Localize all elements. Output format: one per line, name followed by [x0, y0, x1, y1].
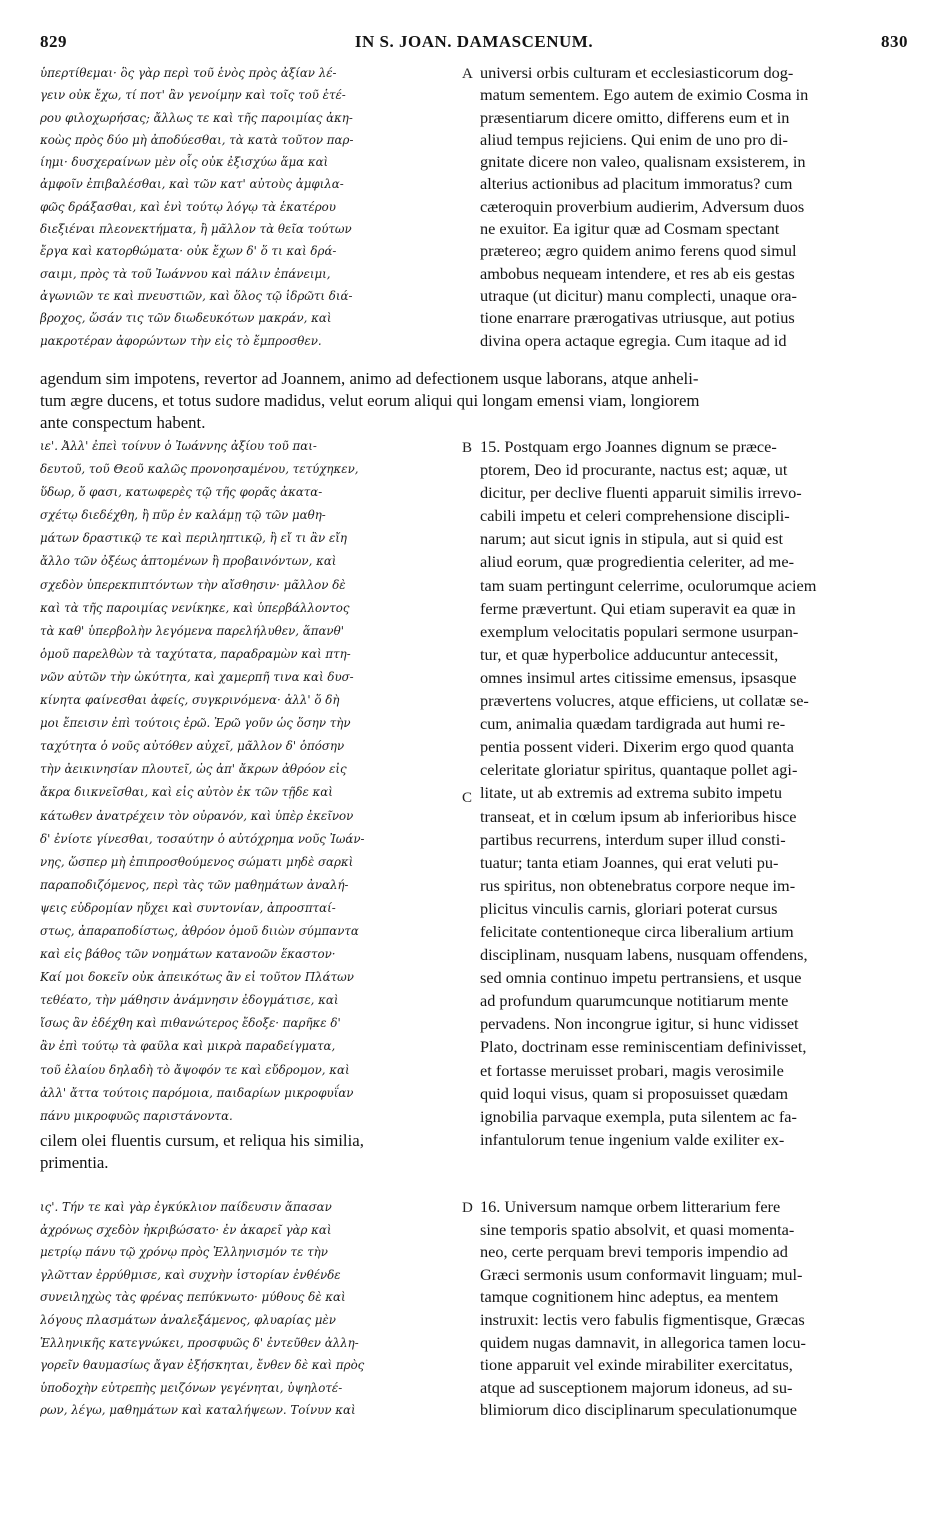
greek-text-line: κοὼς πρὸς δύο μὴ ἀποδύεσθαι, τὰ κατὰ τοῦτον παρ- — [40, 132, 354, 147]
latin-text-line: prætereo; ægro quidem animo ferens quod simul — [480, 241, 797, 261]
latin-text-line: quid loqui visus, quam si proposuisset quædam — [480, 1083, 788, 1103]
greek-text-line: Καί μοι δοκεῖν οὐκ ἀπεικότως ἂν εἰ τοῦτον Πλάτων — [40, 970, 354, 985]
greek-text-line: ὕδωρ, ὅ φασι, κατωφερὲς τῷ τῆς φορᾶς ἀκατα- — [40, 485, 323, 500]
greek-text-line: καὶ εἰς βάθος τῶν νοημάτων κατανοῶν ἕκαστον· — [40, 947, 336, 962]
latin-text-line: narum; aut sicut ignis in stipula, aut si quid est — [480, 529, 783, 549]
latin-text-line: Plato, doctrinam esse reminiscentiam definivisset, — [480, 1037, 807, 1057]
latin-text-line: partibus recurrens, interdum super illud consti- — [480, 829, 786, 849]
greek-text-line: βροχος, ὥσάν τις τῶν διωδευκότων μακράν, καὶ — [40, 311, 332, 326]
latin-text-line: blimiorum dico disciplinarum speculationumque — [480, 1400, 797, 1420]
greek-text-line: μοι ἔπεισιν ἐπὶ τούτοις ἐρῶ. Ἐρῶ γοῦν ὡς ὅσην τὴν — [40, 716, 351, 731]
greek-text-line: τὴν ἀεικινησίαν πλουτεῖ, ὡς ἀπ' ἄκρων ἀθρόον εἰς — [40, 762, 347, 777]
latin-text-line: sine temporis spatio absolvit, et quasi momenta- — [480, 1219, 795, 1239]
latin-text-line: ferme prævertunt. Qui etiam superavit ea quæ in — [480, 598, 796, 618]
latin-text-line: rus spiritus, non obtenebratus corpore neque im- — [480, 875, 796, 895]
greek-text-line: κίνητα φαίνεσθαι ἀφείς, συγκρινόμενα· ἀλλ' ὅ δὴ — [40, 693, 340, 708]
latin-text-line: matum sementem. Ego autem de eximio Cosma in — [480, 85, 809, 105]
latin-text-line: 15. Postquam ergo Joannes dignum se præce- — [480, 437, 777, 456]
page-number-right: 830 — [881, 32, 908, 51]
latin-text-line: disciplinam, nusquam labens, nusquam offendens, — [480, 945, 808, 965]
greek-text-line: μακροτέραν ἀφορώντων τὴν εἰς τὸ ἔμπροσθεν. — [40, 333, 322, 348]
greek-text-line: ρων, λέγω, μαθημάτων καὶ καταλήψεων. Τοίνυν καὶ — [40, 1403, 356, 1418]
latin-text-line: agendum sim impotens, revertor ad Joannem, animo ad defectionem usque laborans, atque anheli- — [40, 369, 699, 388]
latin-text-line: divina opera actaque egregia. Cum itaque ad id — [480, 330, 787, 350]
latin-text-line: tione enarrare prærogativas utriusque, aut potius — [480, 308, 795, 328]
page-number-left: 829 — [40, 32, 67, 51]
greek-text-line: τὰ καθ' ὑπερβολὴν λεγόμενα παρελήλυθεν, ἅπανθ' — [40, 623, 344, 638]
greek-text-line: Ἑλληνικῆς κατεγνώκει, προσφυῶς δ' ἐντεῦθεν ἀλλη- — [40, 1335, 359, 1350]
greek-column — [40, 435, 460, 1128]
margin-marker-d: D — [462, 1200, 473, 1216]
section-3-columns — [40, 1196, 908, 1446]
greek-text-line: πάνυ μικροφυῶς παριστάνοντα. — [40, 1108, 233, 1123]
greek-text-line: τεθέατο, τὴν μάθησιν ἀνάμνησιν ἐδογμάτισε, καὶ — [40, 993, 339, 1008]
margin-marker-c: C — [462, 790, 473, 806]
greek-text-line: τοῦ ἐλαίου δηλαδὴ τὸ ἄψοφόν τε καὶ εὔδρομον, καὶ — [40, 1062, 350, 1077]
greek-text-line: συνειληχὼς τὰς φρένας πεπύκνωτο· μύθους δὲ καὶ — [40, 1290, 346, 1305]
greek-text-line: γορεῖν θαυμασίως ἄγαν ἐξήσκηται, ἔνθεν δὲ καὶ πρὸς — [40, 1358, 365, 1373]
margin-marker-a: A — [462, 66, 473, 82]
latin-text-line: tur, et quæ hyperbolice adducuntur antecessit, — [480, 644, 779, 664]
latin-text-line: tione apparuit vel exinde mirabiliter exercitatus, — [480, 1355, 793, 1375]
greek-column — [40, 1196, 460, 1422]
latin-text-line: sed omnia continuo impetu pertransiens, et usque — [480, 968, 802, 988]
greek-text-line: ὑποδοχὴν εὐτρεπὴς μειζόνων γεγένηται, ὑψηλοτέ- — [40, 1380, 343, 1395]
latin-text-line: Græci sermonis usum conformavit linguam; mul- — [480, 1264, 803, 1284]
running-title: IN S. JOAN. DAMASCENUM. — [354, 32, 594, 51]
latin-text-line: gnitate dicere non valeo, qualisnam exsisterem, in — [480, 152, 806, 172]
greek-text-line: ἂν ἐπὶ τούτῳ τὰ φαῦλα καὶ μικρὰ παραδείγματα, — [40, 1039, 336, 1054]
latin-column — [480, 62, 908, 352]
greek-text-line: διεξιέναι πλεονεκτήματα, ἢ μᾶλλον τὰ θεῖα τούτων — [40, 222, 352, 237]
latin-text-line: dicitur, per declive fluenti apparuit similis irrevo- — [480, 483, 802, 503]
greek-text-line: ἄκρα διικνεῖσθαι, καὶ εἰς αὐτὸν ἐκ τῶν τῇδε καὶ — [40, 785, 333, 800]
greek-column — [40, 62, 460, 352]
greek-text-line: ἴσως ἂν ἐδέχθη καὶ πιθανώτερος ἔδοξε· παρῆκε δ' — [40, 1016, 341, 1031]
greek-text-line: ίημι· δυσχεραίνων μὲν οἷς οὐκ ἐξισχύω ἅμα καὶ — [40, 155, 329, 170]
latin-text-line: ambobus nequeam intendere, et res ab eis gestas — [480, 263, 795, 283]
latin-text-line: infantulorum tenue ingenium valde exiliter ex- — [480, 1129, 785, 1149]
latin-text-line: universi orbis culturam et ecclesiasticorum dog- — [480, 63, 794, 82]
latin-text-line: cabili impetu et celeri comprehensione discipli- — [480, 506, 790, 526]
section-2-full-width — [40, 1130, 470, 1174]
latin-text-line: cum, animalia quædam tardigrada aut humi re- — [480, 714, 786, 734]
latin-text-line: ignobilia parvaque exempla, puta silentem ac fa- — [480, 1106, 797, 1126]
greek-text-line: σαιμι, πρὸς τὰ τοῦ Ἰωάννου καὶ πάλιν ἐπάνειμι, — [40, 266, 331, 281]
latin-text-line: felicitate contentioneque circa liberalium artium — [480, 921, 794, 941]
latin-text-line: aliud eorum, quæ progredientia celeriter, ad me- — [480, 552, 794, 572]
latin-text-line: primentia. — [40, 1153, 109, 1172]
greek-text-line: μάτων δραστικῷ τε καὶ περιληπτικῷ, ἢ εἴ τι ἂν εἴη — [40, 531, 347, 546]
latin-text-line: tuatur; tanta etiam Joannes, qui erat veluti pu- — [480, 852, 779, 872]
section-1-columns — [40, 62, 908, 392]
latin-text-line: tam suam pertingunt celerrime, oculorumque aciem — [480, 575, 817, 595]
latin-text-line: cilem olei fluentis cursum, et reliqua his similia, — [40, 1131, 364, 1150]
greek-text-line: κάτωθεν ἀνατρέχειν τὸν οὐρανόν, καὶ ὑπὲρ ἐκεῖνον — [40, 808, 354, 823]
greek-text-line: δευτοῦ, τοῦ Θεοῦ καλῶς προνοησαμένου, τετύχηκεν, — [40, 462, 359, 477]
running-header — [40, 32, 908, 56]
greek-text-line: ὁμοῦ παρελθὼν τὰ ταχύτατα, παραδραμὼν καὶ πτη- — [40, 646, 351, 661]
greek-text-line: ιε'. Ἀλλ' ἐπεὶ τοίνυν ὁ Ἰωάννης ἀξίου τοῦ παι- — [40, 439, 317, 453]
greek-text-line: δ' ἐνίοτε γίνεσθαι, τοσαύτην ὁ αὐτόχρημα νοῦς Ἰωάν- — [40, 831, 365, 846]
latin-text-line: neo, certe perquam brevi temporis impendio ad — [480, 1242, 788, 1262]
greek-text-line: νῶν αὐτῶν τὴν ὠκύτητα, καὶ χαμερπῆ τινα καὶ δυσ- — [40, 669, 354, 684]
latin-text-line: pentia possent videri. Dixerim ergo quod quanta — [480, 737, 794, 757]
margin-marker-b: B — [462, 440, 473, 456]
greek-text-line: γειν οὐκ ἔχω, τί ποτ' ἂν γενοίμην καὶ τοῖς τοῦ ἑτέ- — [40, 88, 346, 103]
latin-text-line: pervadens. Non incongrue igitur, si hunc vidisset — [480, 1014, 799, 1034]
latin-text-line: tum ægre ducens, et totus sudore madidus, velut eorum aliqui qui longam emensi viam, longiorem — [40, 391, 700, 410]
greek-text-line: ρου φιλοχωρήσας; ἄλλως τε καὶ τῆς παροιμίας ἀκη- — [40, 110, 353, 125]
latin-text-line: plicitus vinculis carnis, gloriari poterat cursus — [480, 898, 778, 918]
latin-text-line: ad profundum quarumcunque notitiarum mente — [480, 991, 789, 1011]
greek-text-line: ὑπερτίθεμαι· ὃς γὰρ περὶ τοῦ ἑνὸς πρὸς ἀξίαν λέ- — [40, 66, 337, 80]
greek-text-line: σχέτῳ διεδέχθη, ἢ πῦρ ἐν καλάμῃ τῷ τῶν μαθη- — [40, 508, 326, 523]
greek-text-line: σχεδὸν ὑπερεκπιπτόντων τὴν αἴσθησιν· μᾶλλον δὲ — [40, 577, 346, 592]
section-1-full-width — [40, 368, 912, 434]
greek-text-line: ις'. Τήν τε καὶ γὰρ ἐγκύκλιον παίδευσιν ἅπασαν — [40, 1200, 332, 1214]
latin-text-line: transeat, et in cœlum ipsum ab inferioribus hisce — [480, 806, 797, 826]
greek-text-line: καὶ τὰ τῆς παροιμίας νενίκηκε, καὶ ὑπερβάλλοντος — [40, 600, 350, 615]
latin-text-line: et fortasse meruisset probari, magis verosimile — [480, 1060, 784, 1080]
latin-column — [480, 435, 908, 1151]
section-2-columns — [40, 435, 908, 1195]
greek-text-line: ἔργα καὶ κατορθώματα· οὐκ ἔχων δ' ὅ τι καὶ δρά- — [40, 244, 337, 259]
greek-text-line: ἀχρόνως σχεδὸν ἠκριβώσατο· ἐν ἀκαρεῖ γὰρ καὶ — [40, 1222, 332, 1237]
greek-text-line: λόγους πλασμάτων ἀναλεξάμενος, φλυαρίας μὲν — [40, 1312, 336, 1327]
latin-text-line: præsentiarum dicere omitto, differens eum et in — [480, 107, 790, 127]
latin-text-line: quidem nugas damnavit, in allegorica tamen locu- — [480, 1332, 806, 1352]
latin-text-line: instruxit: lectis vero fabulis figmentisque, Græcas — [480, 1309, 805, 1329]
latin-text-line: omnes insimul artes citissime emensus, ipsasque — [480, 667, 797, 687]
latin-text-line: alterius actionibus ad placitum immoratus? cum — [480, 174, 793, 194]
latin-text-line: ptorem, Deo id procurante, nactus est; aquæ, ut — [480, 460, 788, 480]
greek-text-line: νης, ὥσπερ μὴ ἐπιπροσθούμενος σώματι μηδὲ σαρκὶ — [40, 854, 354, 869]
latin-column — [480, 1196, 908, 1422]
latin-text-line: prævertens volucres, atque efficiens, ut collatæ se- — [480, 691, 809, 711]
greek-text-line: ἀλλ' ἄττα τούτοις παρόμοια, παιδαρίων μικροφυΐαν — [40, 1085, 354, 1100]
latin-text-line: 16. Universum namque orbem litterarium fere — [480, 1197, 781, 1216]
greek-text-line: παραποδιζόμενος, περὶ τὰς τῶν μαθημάτων ἀναλή- — [40, 877, 349, 892]
latin-text-line: aliud tempus rejiciens. Qui enim de uno pro di- — [480, 129, 788, 149]
greek-text-line: ἀγωνιῶν τε καὶ πνευστιῶν, καὶ ὅλος τῷ ἱδρῶτι διά- — [40, 288, 353, 303]
greek-text-line: ψεις εὐδρομίαν ηὔχει καὶ συντονίαν, ἀπροσπταί- — [40, 900, 336, 915]
greek-text-line: ἀμφοῖν ἐπιβαλέσθαι, καὶ τῶν κατ' αὐτοὺς ἀμφιλα- — [40, 177, 344, 192]
greek-text-line: ἄλλο τῶν ὀξέως ἁπτομένων ἢ προβαινόντων, καὶ — [40, 554, 337, 569]
latin-text-line: cæteroquin proverbium audierim, Adversum duos — [480, 196, 805, 216]
greek-text-line: ταχύτητα ὁ νοῦς αὐτόθεν αὐχεῖ, μᾶλλον δ' ὁπόσην — [40, 739, 345, 754]
latin-text-line: atque ad susceptionem majorum idoneus, ad su- — [480, 1377, 793, 1397]
greek-text-line: στως, ἀπαραποδίστως, ἀθρόον ὁμοῦ διιὼν σύμπαντα — [40, 923, 359, 938]
latin-text-line: ne exuitor. Ea igitur quæ ad Cosmam spectant — [480, 219, 780, 239]
latin-text-line: litate, ut ab extremis ad extrema subito impetu — [480, 783, 783, 803]
latin-text-line: ante conspectum habent. — [40, 413, 206, 432]
latin-text-line: utraque (ut dicitur) manu complecti, unaque ora- — [480, 285, 797, 305]
greek-text-line: μετρίῳ πάνυ τῷ χρόνῳ πρὸς Ἑλληνισμόν τε τὴν — [40, 1245, 328, 1260]
greek-text-line: φῶς δράξασθαι, καὶ ἑνὶ τούτῳ λόγῳ τὰ ἑκατέρου — [40, 199, 336, 214]
greek-text-line: γλῶτταν ἐρρύθμισε, καὶ συχνὴν ἱστορίαν ἐνθένδε — [40, 1267, 341, 1282]
latin-text-line: tamque cognitionem hinc adeptus, ea mentem — [480, 1287, 779, 1307]
latin-text-line: celeritate gloriatur spiritus, quantaque pollet agi- — [480, 760, 798, 780]
latin-text-line: exemplum velocitatis populari sermone usurpan- — [480, 621, 799, 641]
